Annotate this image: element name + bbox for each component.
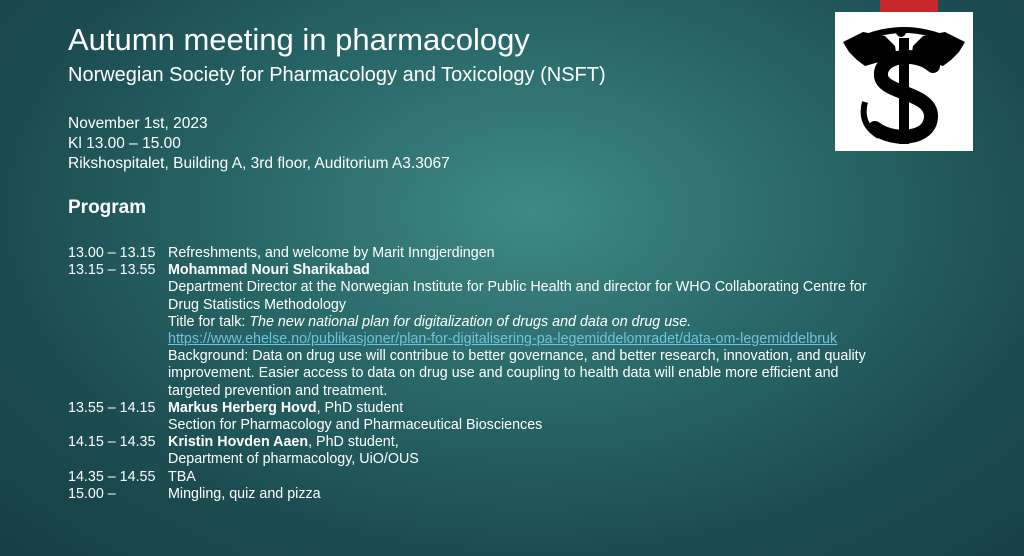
speaker-affiliation: Section for Pharmacology and Pharmaceutical Biosciences xyxy=(168,417,543,434)
event-location: Rikshospitalet, Building A, 3rd floor, Auditorium A3.3067 xyxy=(68,155,450,172)
program-item xyxy=(68,245,888,262)
speaker-suffix: , PhD student, xyxy=(308,434,399,451)
program-item xyxy=(68,434,888,468)
event-time: Kl 13.00 – 15.00 xyxy=(68,135,181,152)
program-text: Refreshments, and welcome by Marit Inngjerdingen xyxy=(168,245,495,261)
event-info xyxy=(68,114,450,174)
speaker-role: Department Director at the Norwegian Institute for Public Health and director for WHO Collaborating Centre for Drug Statistics Methodology xyxy=(168,279,867,313)
program-item xyxy=(68,469,888,486)
program-heading: Program xyxy=(68,197,147,218)
program-list xyxy=(68,245,888,503)
program-time: 15.00 – xyxy=(68,485,116,502)
event-date: November 1st, 2023 xyxy=(68,115,208,132)
nsft-logo xyxy=(835,12,973,151)
program-text: Mingling, quiz and pizza xyxy=(168,485,321,502)
speaker-affiliation: Department of pharmacology, UiO/OUS xyxy=(168,451,419,468)
program-time: 13.55 – 14.15 xyxy=(68,399,156,416)
page-subtitle: Norwegian Society for Pharmacology and Toxicology (NSFT) xyxy=(68,64,606,86)
talk-background: Background: Data on drug use will contribue to better governance, and better research, innovation, and quality improvement. Easier access to data on drug use and coupling to health data will enable more efficient and targeted prevention and treatment. xyxy=(168,348,866,399)
program-item xyxy=(68,400,888,434)
accent-bar xyxy=(880,0,938,12)
program-time: 13.00 – 13.15 xyxy=(68,245,156,261)
speaker-suffix: , PhD student xyxy=(316,399,404,416)
program-item xyxy=(68,262,888,400)
talk-title-prefix: Title for talk: xyxy=(168,313,250,330)
page-title: Autumn meeting in pharmacology xyxy=(68,22,530,57)
program-time: 14.15 – 14.35 xyxy=(68,434,156,451)
speaker-name: Kristin Hovden Aaen xyxy=(168,434,309,451)
program-time: 14.35 – 14.55 xyxy=(68,468,156,485)
reference-link[interactable]: https://www.ehelse.no/publikasjoner/plan-for-digitalisering-pa-legemiddelomradet/data-om-legemiddelbruk xyxy=(168,331,838,348)
talk-title: The new national plan for digitalization of drugs and data on drug use. xyxy=(249,313,692,330)
program-text: TBA xyxy=(168,468,196,485)
program-time: 13.15 – 13.55 xyxy=(68,262,156,279)
talk-title-line xyxy=(168,314,888,331)
program-item xyxy=(68,486,888,503)
society-emblem-icon xyxy=(835,12,973,151)
speaker-name: Markus Herberg Hovd xyxy=(168,399,317,416)
speaker-name: Mohammad Nouri Sharikabad xyxy=(168,262,370,279)
